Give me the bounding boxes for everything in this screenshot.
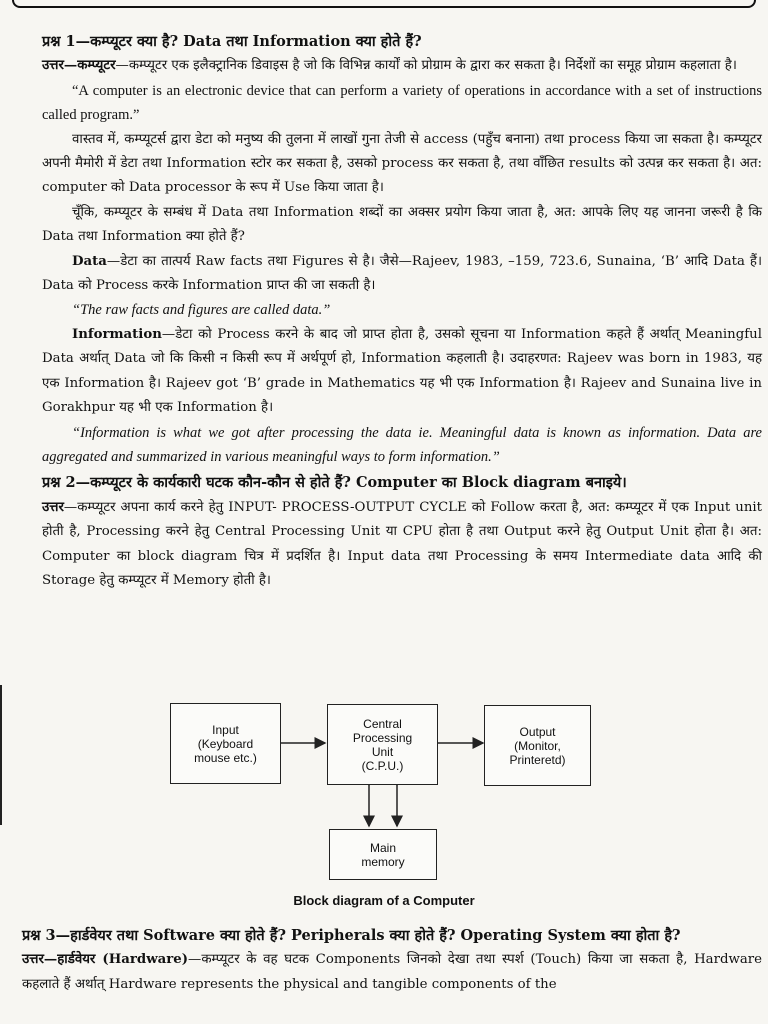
output-label: Output (519, 724, 556, 739)
paragraph-data-information: चूँकि, कम्प्यूटर के सम्बंध में Data तथा Information शब्दों का अक्सर प्रयोग किया जाता है, अत: आपके लिए यह जानना जरूरी है कि Data तथा Information क्या होते हैं? (42, 204, 762, 245)
memory-label-2: memory (361, 854, 405, 869)
memory-label-1: Main (369, 840, 396, 855)
question-1-title: प्रश्न 1—कम्प्यूटर क्या है? Data तथा Information क्या होते हैं? (42, 33, 422, 50)
question-3-title: प्रश्न 3—हार्डवेयर तथा Software क्या होते हैं? Peripherals क्या होते हैं? Operating System क्या होता है? (22, 927, 681, 944)
input-label: Input (212, 722, 239, 737)
output-sub-1: (Monitor, (514, 738, 561, 753)
output-sub-2: Printeretd) (509, 752, 566, 767)
input-sub-1: (Keyboard (197, 736, 254, 751)
computer-definition-quote: “A computer is an electronic device that can perform a variety of operations in accordance with a set of instructions called program.” (42, 82, 762, 124)
cpu-label-3: Unit (371, 744, 394, 759)
answer-3-text: —कम्प्यूटर के वह घटक Components जिनको देखा तथा स्पर्श (Touch) किया जा सकता है, Hardware कहलाते हैं अर्थात् Hardware represents the physical and tangible components of the (22, 952, 763, 992)
question-2-title: प्रश्न 2—कम्प्यूटर के कार्यकारी घटक कौन-कौन से होते हैं? Computer का Block diagram बनाइये। (42, 474, 627, 492)
information-quote-text: “Information is what we got after processing the data ie. Meaningful data is known as information. Data are aggregated and summarized in various meaningful ways to form information.” (42, 424, 762, 465)
cpu-label-1: Central (363, 716, 402, 731)
data-label: Data (72, 253, 107, 269)
answer-2-label: उत्तर (42, 499, 64, 515)
information-text: —डेटा को Process करने के बाद जो प्राप्त होता है, उसको सूचना या Information कहते हैं अर्थात् Meaningful Data अर्थात् Data जो कि किसी न किसी रूप में अर्थपूर्ण हो, Information कहलाती है। उदाहरणत: Rajeev was born in 1983, यह एक Information है। Rajeev got ‘B’ grade in Mathematics यह भी एक Information है। Rajeev and Sunaina live in Gorakhpur यह भी एक Information है। (42, 326, 762, 416)
data-text: —डेटा का तात्पर्य Raw facts तथा Figures से है। जैसे—Rajeev, 1983, –159, 723.6, Sunaina, ‘B’ आदि Data हैं। Data को Process करके Information प्राप्त की जा सकती है। (42, 253, 762, 294)
cpu-label-4: (C.P.U.) (361, 758, 404, 773)
paragraph-data-processor: वास्तव में, कम्प्यूटर्स द्वारा डेटा को मनुष्य की तुलना में लाखों गुना तेजी से access (पहुँच बनाना) तथा process किया जा सकता है। कम्प्यूटर अपनी मैमोरी में डेटा तथा Information स्टोर कर सकता है, उसको process कर सकता है, तथा वाँछित results को उत्पन्न कर सकता है। अत: computer को Data processor के रूप में Use किया जाता है। (42, 131, 762, 196)
cpu-label-2: Processing (352, 730, 413, 745)
answer-1-text: —कम्प्यूटर एक इलैक्ट्रानिक डिवाइस है जो कि विभिन्न कार्यों को प्रोग्राम के द्वारा कर सकता है। निर्देशों का समूह प्रोग्राम कहलाता है। (115, 58, 737, 74)
answer-3 (22, 948, 762, 997)
output-unit-box (484, 705, 591, 786)
input-sub-2: mouse etc.) (194, 750, 257, 765)
data-quote-text: “The raw facts and figures are called data.” (72, 302, 331, 319)
main-memory-box (329, 829, 437, 880)
input-unit-box (170, 703, 281, 784)
information-label: Information (72, 326, 162, 342)
answer-2-text: —कम्प्यूटर अपना कार्य करने हेतु INPUT- PROCESS-OUTPUT CYCLE को Follow करता है, अत: कम्प्यूटर में एक Input unit होती है, Processing करने हेतु Central Processing Unit या CPU होता है तथा Output करने हेतु Output Unit होता है। अत: Computer का block diagram चित्र में प्रदर्शित है। Input data तथा Processing के समय Intermediate data आदि की Storage हेतु कम्प्यूटर में Memory होती है। (42, 499, 762, 588)
cpu-box (327, 704, 438, 785)
diagram-caption: Block diagram of a Computer (293, 893, 475, 908)
answer-3-label: उत्तर—हार्डवेयर (Hardware) (22, 952, 189, 968)
question-3-section (22, 924, 762, 997)
answer-1-label: उत्तर—कम्प्यूटर (42, 58, 116, 74)
